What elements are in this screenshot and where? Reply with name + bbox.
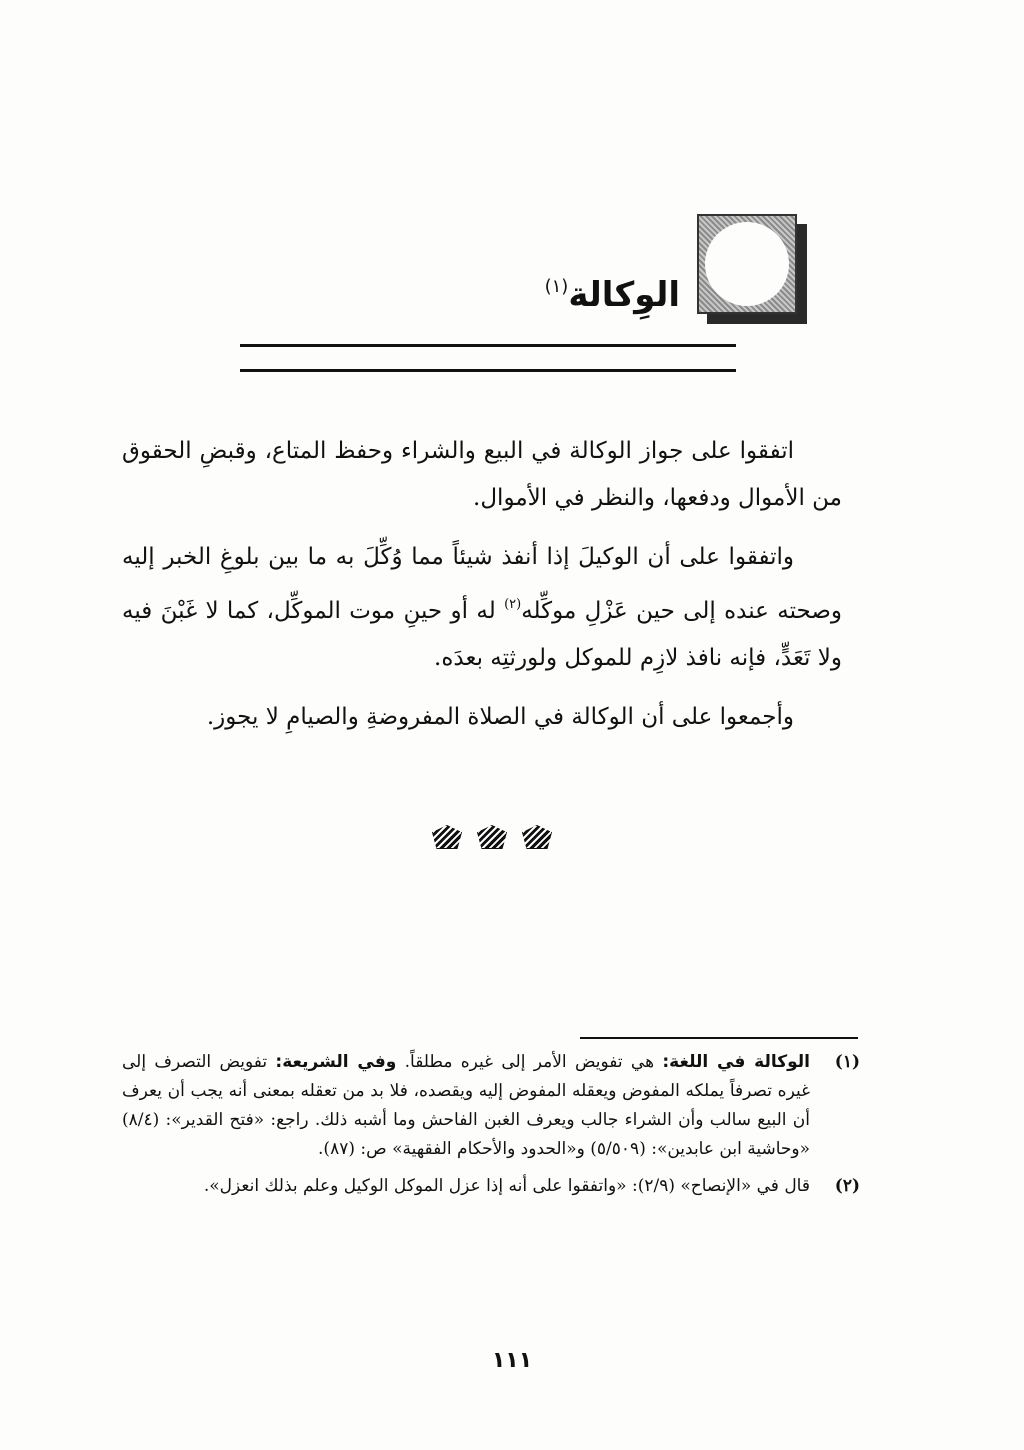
- ornament-icon: [522, 825, 552, 849]
- footnote-definition: هي تفويض الأمر إلى غيره مطلقاً.: [396, 1052, 663, 1072]
- paragraph-2: [122, 534, 842, 682]
- ornament-icon: [477, 825, 507, 849]
- footnote-term: الوكالة في اللغة:: [662, 1052, 810, 1072]
- footnote-divider: [580, 1037, 858, 1039]
- footnote-1: [122, 1048, 860, 1164]
- footnotes: [122, 1048, 860, 1209]
- footnote-text: [122, 1048, 810, 1164]
- ornament-circle: [705, 222, 789, 306]
- paragraph-3: وأجمعوا على أن الوكالة في الصلاة المفروضةِ والصيامِ لا يجوز.: [206, 704, 794, 730]
- title-rule-top: [240, 344, 736, 347]
- footnote-definition: تفويض التصرف إلى غيره تصرفاً يملكه المفوض ويعقله المفوض إليه ويقصده، فلا بد من تعقله بمعنى أنه يجب أن يعرف أن البيع سالب وأن الشراء جالب ويعرف الغبن الفاحش وما أشبه ذلك. راجع: «فتح القدير»: (٨/٤) «وحاشية ابن عابدين»: (٥/٥٠٩) و«الحدود والأحكام الفقهية» ص: (٨٧).: [122, 1052, 810, 1159]
- chapter-ornament: [697, 214, 807, 324]
- paragraph-2-end: له أو حينِ موت الموكِّل، كما لا غَبْنَ فيه ولا تَعَدٍّ، فإنه نافذ لازِم للموكل ولورثتِه بعدَه.: [122, 598, 842, 671]
- main-text: [122, 428, 842, 753]
- ornament-icon: [432, 825, 462, 849]
- chapter-title-footnote-ref: (١): [544, 276, 569, 297]
- paragraph-1: اتفقوا على جواز الوكالة في البيع والشراء وحفظ المتاع، وقبضِ الحقوق من الأموال ودفعها، والنظر في الأموال.: [122, 438, 842, 511]
- footnote-text: قال في «الإنصاح» (٢/٩): «واتفقوا على أنه إذا عزل الموكل الوكيل وعلم بذلك انعزل».: [203, 1176, 810, 1196]
- page-number: ١١١: [491, 1348, 533, 1373]
- paragraph-2-footnote-ref: (٢): [504, 597, 522, 612]
- section-separator: [432, 822, 552, 852]
- paragraph-2-start: واتفقوا على أن الوكيلَ إذا أنفذ شيئاً مما وُكِّلَ به ما بين بلوغِ الخبر إليه وصحته عنده إلى حين عَزْلِ موكِّله: [122, 544, 842, 624]
- ornament-frame: [697, 214, 797, 314]
- footnote-term: وفي الشريعة:: [275, 1052, 397, 1072]
- footnote-number: (١): [834, 1052, 860, 1072]
- title-rule-bottom: [240, 369, 736, 372]
- footnote-2: [122, 1172, 860, 1201]
- chapter-title: [380, 262, 680, 320]
- footnote-number: (٢): [834, 1176, 860, 1196]
- chapter-title-text: الوِكالة: [568, 275, 680, 315]
